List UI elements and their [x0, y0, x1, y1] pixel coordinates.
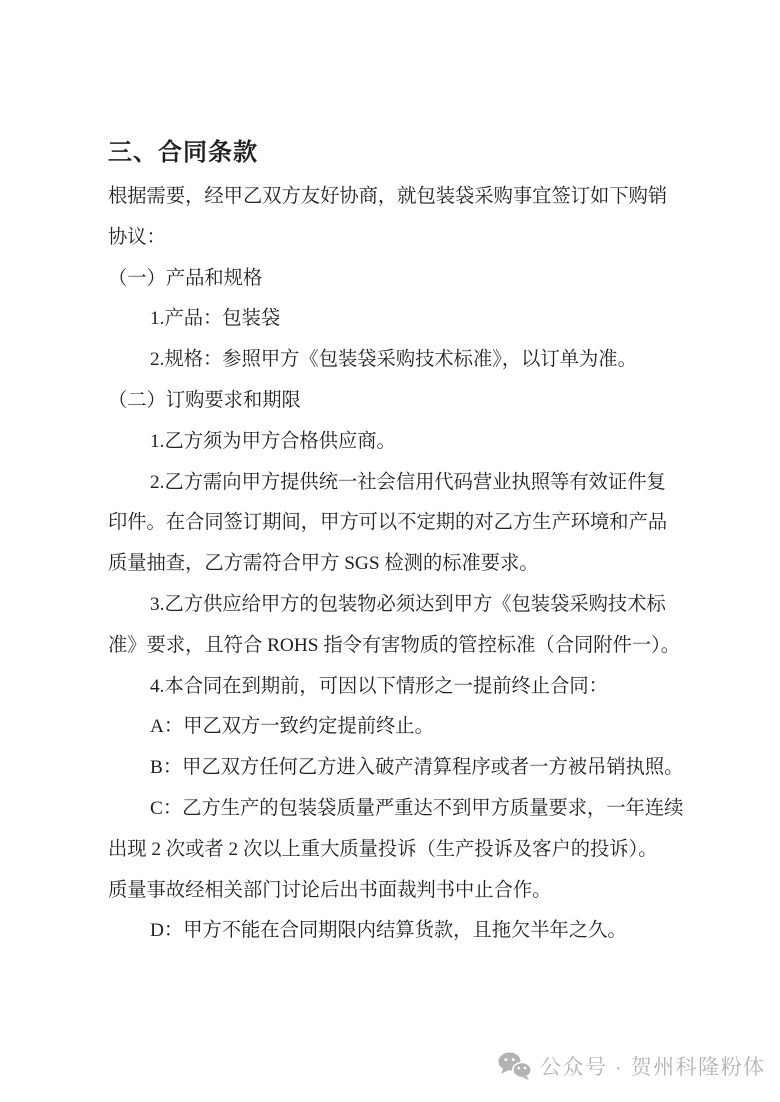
wechat-watermark: [498, 1050, 766, 1082]
wechat-icon: [498, 1052, 532, 1080]
text-line: 1.产品：包装袋: [150, 308, 281, 330]
text-line: 2.乙方需向甲方提供统一社会信用代码营业执照等有效证件复: [150, 471, 666, 493]
text-line: A：甲乙双方一致约定提前终止。: [150, 716, 434, 738]
watermark-label: 公众号 · 贺州科隆粉体: [540, 1056, 766, 1079]
text-line: 1.乙方须为甲方合格供应商。: [150, 430, 396, 452]
text-line: 出现 2 次或者 2 次以上重大质量投诉（生产投诉及客户的投诉）。: [108, 838, 658, 860]
document-body: [108, 177, 748, 952]
page-title: 三、合同条款: [108, 140, 258, 166]
text-line: D：甲方不能在合同期限内结算货款，且拖欠半年之久。: [150, 920, 627, 942]
text-line: 4.本合同在到期前，可因以下情形之一提前终止合同：: [150, 675, 608, 697]
text-line: 准》要求，且符合 ROHS 指令有害物质的管控标准（合同附件一）。: [108, 634, 681, 656]
text-line: 质量事故经相关部门讨论后出书面裁判书中止合作。: [108, 879, 552, 901]
text-line: 2.规格：参照甲方《包装袋采购技术标准》，以订单为准。: [150, 349, 637, 371]
text-line: 3.乙方供应给甲方的包装物必须达到甲方《包装袋采购技术标: [150, 593, 666, 615]
text-line: （二）订购要求和期限: [108, 389, 301, 411]
text-line: 协议：: [108, 226, 166, 248]
text-line: 根据需要，经甲乙双方友好协商，就包装袋采购事宜签订如下购销: [108, 186, 668, 207]
text-line: （一）产品和规格: [108, 267, 263, 289]
text-line: B：甲乙双方任何乙方进入破产清算程序或者一方被吊销执照。: [150, 757, 684, 779]
text-line: 质量抽查，乙方需符合甲方 SGS 检测的标准要求。: [108, 553, 539, 575]
text-line: 印件。在合同签订期间，甲方可以不定期的对乙方生产环境和产品: [108, 512, 668, 534]
text-line: C：乙方生产的包装袋质量严重达不到甲方质量要求，一年连续: [150, 797, 684, 819]
